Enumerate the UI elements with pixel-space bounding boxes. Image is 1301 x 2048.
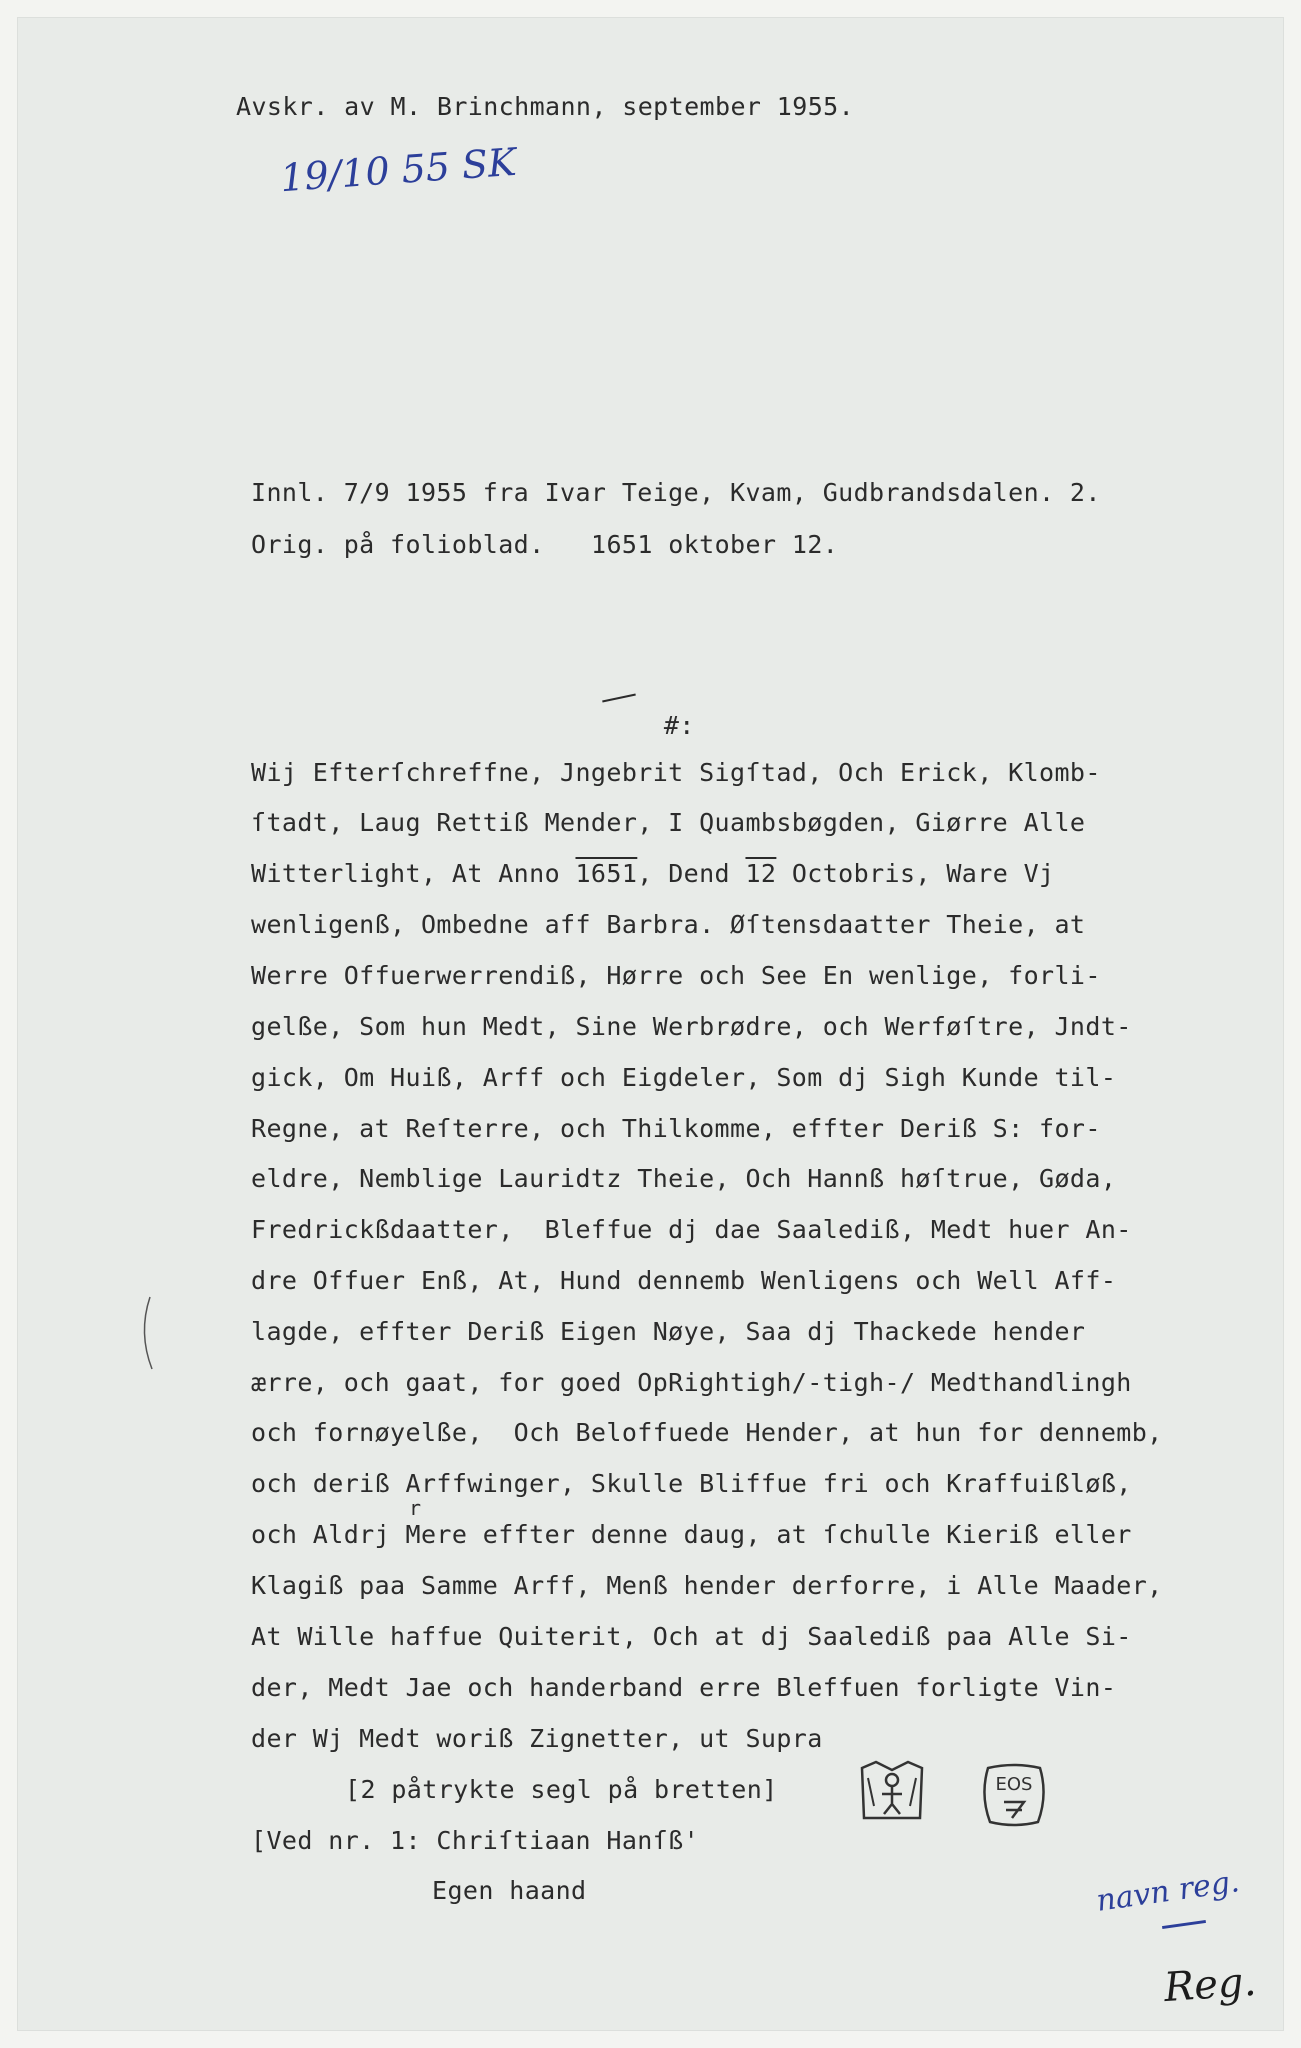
superscript-r: r	[409, 1496, 422, 1520]
text-line-3b: , Dend	[637, 859, 746, 888]
handwritten-date-annotation: 19/10 55 SK	[278, 139, 518, 201]
text-line-18: At Wille haffue Quiterit, Och at dj Saalediß paa Alle Si-	[251, 1622, 1132, 1651]
source-line-2b: 1651 oktober 12.	[591, 530, 839, 559]
document-mark	[602, 682, 695, 769]
text-line-11: dre Offuer Enß, At, Hund dennemb Wenligens och Well Aff-	[251, 1266, 1117, 1295]
day-overlined: 12	[745, 859, 777, 888]
text-line-3a: Witterlight, At Anno	[251, 859, 576, 888]
text-line-20: der Wj Medt woriß Zignetter, ut Supra	[251, 1724, 823, 1753]
signature-line-2: Egen haand	[432, 1876, 587, 1905]
text-line-16: och Aldrj Mere effter denne daug, at ſchulle Kieriß eller	[251, 1520, 1132, 1549]
text-line-7: gick, Om Huiß, Arff och Eigdeler, Som dj Sigh Kunde til-	[251, 1063, 1117, 1092]
text-line-1: Wij Efterſchreffne, Jngebrit Sigſtad, Och Erick, Klomb-	[251, 758, 1101, 787]
text-line-5: Werre Offuerwerrendiß, Hørre och See En wenlige, forli-	[251, 961, 1101, 990]
text-line-19: der, Medt Jae och handerband erre Bleffuen forligte Vin-	[251, 1673, 1117, 1702]
text-line-13: ærre, och gaat, for goed OpRightigh/-tigh-/ Medthandlingh	[251, 1368, 1132, 1397]
text-line-3c: Octobris, Ware Vj	[776, 859, 1055, 888]
source-line-1: Innl. 7/9 1955 fra Ivar Teige, Kvam, Gudbrandsdalen. 2.	[251, 478, 1101, 507]
text-line-12: lagde, effter Deriß Eigen Nøye, Saa dj Thackede hender	[251, 1317, 1086, 1346]
text-line-9: eldre, Nemblige Lauridtz Theie, Och Hannß høſtrue, Gøda,	[251, 1164, 1117, 1193]
margin-annotation-underline	[1162, 1920, 1206, 1929]
text-line-17: Klagiß paa Samme Arff, Menß hender derforre, i Alle Maader,	[251, 1571, 1163, 1600]
margin-pencil-mark	[136, 1293, 156, 1373]
document-page	[18, 18, 1283, 2030]
source-line-2a: Orig. på folioblad.	[251, 530, 545, 559]
text-line-10: Fredrickßdaatter, Bleffue dj dae Saalediß, Medt huer An-	[251, 1215, 1132, 1244]
seal-1-icon	[854, 1758, 930, 1826]
margin-annotation-name-reg: navn reg.	[1094, 1864, 1242, 1919]
text-line-14: och fornøyelße, Och Beloffuede Hender, at hun for dennemb,	[251, 1418, 1163, 1447]
margin-annotation-reg: Reg.	[1162, 1958, 1258, 2012]
text-line-8: Regne, at Reſterre, och Thilkomme, effter Deriß S: for-	[251, 1114, 1101, 1143]
transcription-note: Avskr. av M. Brinchmann, september 1955.	[236, 92, 855, 121]
document-mark-text: #:	[663, 711, 695, 740]
seals-note: [2 påtrykte segl på bretten]	[345, 1775, 778, 1804]
text-line-3	[251, 859, 1055, 888]
text-line-15: och deriß Arffwinger, Skulle Bliffue fri och Kraffuißløß,	[251, 1469, 1132, 1498]
text-line-2: ſtadt, Laug Rettiß Mender, I Quambsbøgden, Giørre Alle	[251, 808, 1086, 837]
year-overlined: 1651	[575, 859, 638, 888]
signature-line-1: [Ved nr. 1: Chriſtiaan Hanſß'	[251, 1826, 700, 1855]
seal-2-lettering: EOS	[995, 1774, 1033, 1795]
text-line-4: wenligenß, Ombedne aff Barbra. Øſtensdaatter Theie, at	[251, 910, 1086, 939]
text-line-6: gelße, Som hun Medt, Sine Werbrødre, och Werføſtre, Jndt-	[251, 1012, 1132, 1041]
seal-2-icon	[978, 1760, 1050, 1830]
